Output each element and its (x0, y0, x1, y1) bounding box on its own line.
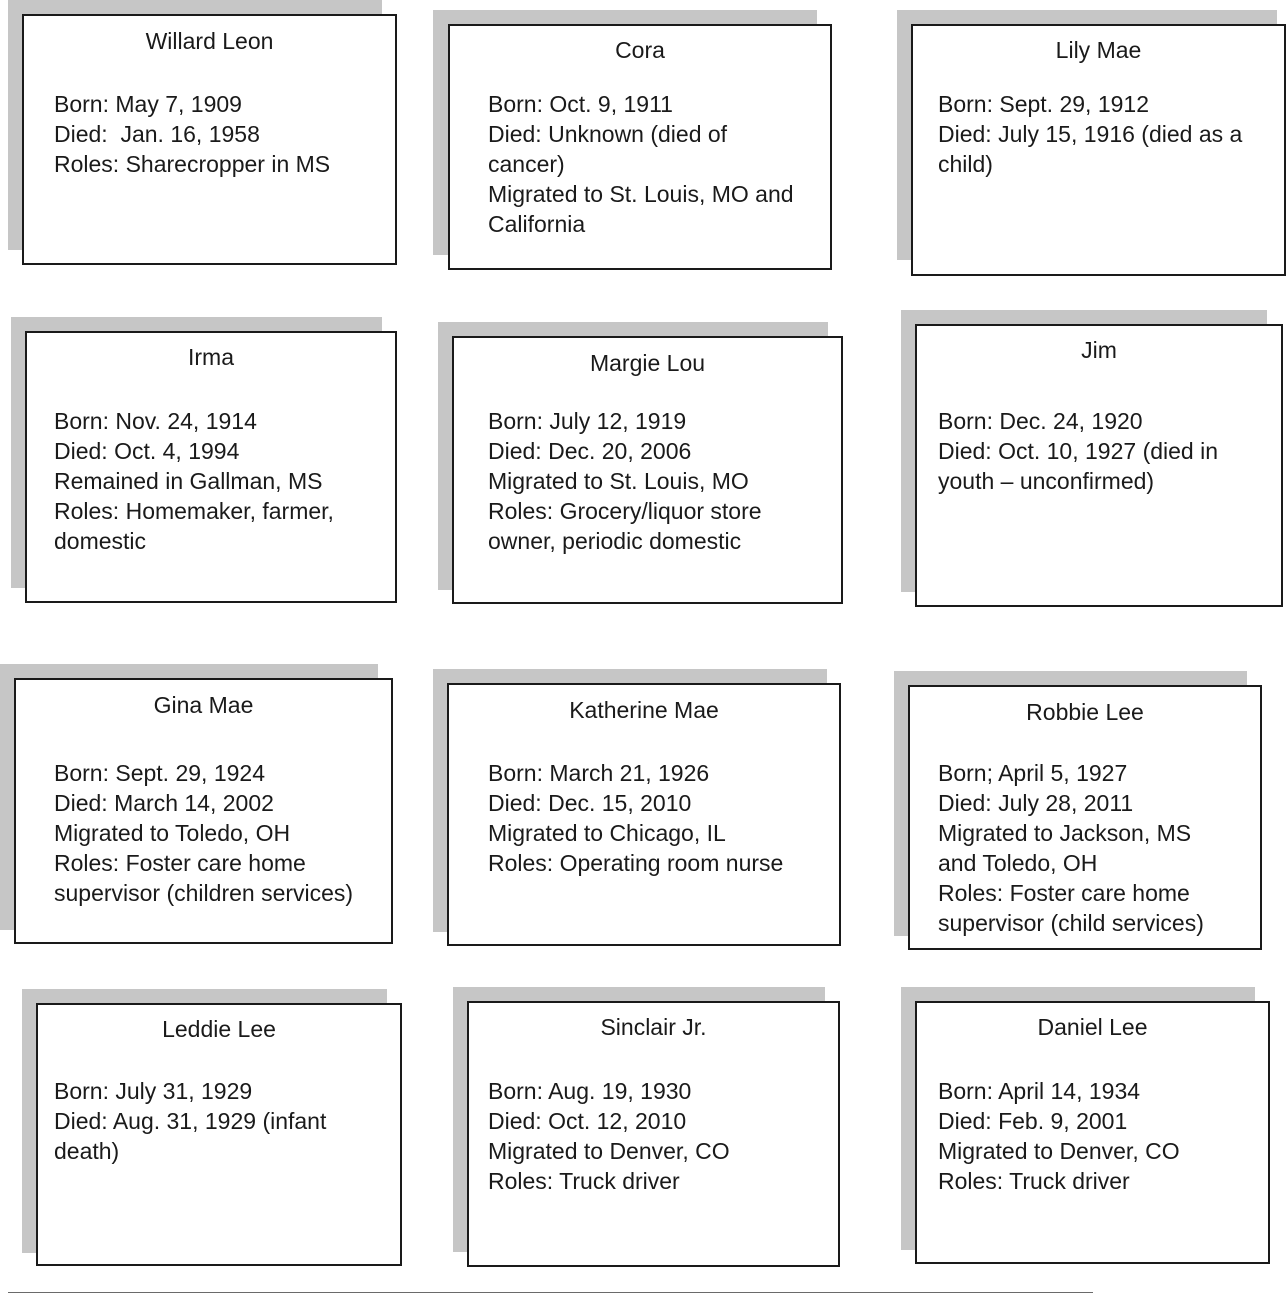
detail-line: Remained in Gallman, MS (54, 468, 323, 494)
detail-line: and Toledo, OH (938, 850, 1098, 876)
detail-line: Born: July 31, 1929 (54, 1078, 253, 1104)
detail-line: Born: Nov. 24, 1914 (54, 408, 257, 434)
detail-line: Died: Oct. 10, 1927 (died in (938, 438, 1218, 464)
detail-line: Born: March 21, 1926 (488, 760, 710, 786)
detail-line: Migrated to Toledo, OH (54, 820, 291, 846)
person-name: Jim (1081, 337, 1117, 363)
person-name: Willard Leon (145, 28, 274, 54)
detail-line: Died: Oct. 12, 2010 (488, 1108, 687, 1134)
detail-line: Roles: Foster care home (54, 850, 306, 876)
detail-line: Roles: Truck driver (938, 1168, 1130, 1194)
person-name: Margie Lou (589, 350, 706, 376)
person-details (488, 758, 783, 878)
detail-line: Died: July 15, 1916 (died as a (938, 121, 1243, 147)
detail-line: supervisor (child services) (938, 910, 1204, 936)
person-details (54, 758, 353, 908)
detail-line: Died: Dec. 20, 2006 (488, 438, 692, 464)
detail-line: Migrated to Jackson, MS (938, 820, 1192, 846)
person-name: Katherine Mae (569, 697, 719, 723)
detail-line: Died: July 28, 2011 (938, 790, 1134, 816)
detail-line: Died: Aug. 31, 1929 (infant (54, 1108, 327, 1134)
person-name: Lily Mae (1055, 37, 1142, 63)
detail-line: Died: Feb. 9, 2001 (938, 1108, 1128, 1134)
person-name: Irma (188, 344, 234, 370)
person-details (488, 89, 794, 239)
person-name: Daniel Lee (1037, 1014, 1148, 1040)
detail-line: Born: Sept. 29, 1924 (54, 760, 265, 786)
detail-line: Born: April 14, 1934 (938, 1078, 1141, 1104)
detail-line: supervisor (children services) (54, 880, 354, 906)
detail-line: California (488, 211, 586, 237)
person-details (54, 1076, 326, 1166)
detail-line: Migrated to Denver, CO (938, 1138, 1180, 1164)
person-details (938, 89, 1242, 179)
detail-line: Born: Sept. 29, 1912 (938, 91, 1149, 117)
detail-line: owner, periodic domestic (488, 528, 742, 554)
detail-line: Died: Oct. 4, 1994 (54, 438, 240, 464)
detail-line: Roles: Operating room nurse (488, 850, 784, 876)
detail-line: Died: Jan. 16, 1958 (54, 121, 260, 147)
detail-line: Born; April 5, 1927 (938, 760, 1128, 786)
detail-line: Roles: Homemaker, farmer, (54, 498, 334, 524)
detail-line: Roles: Sharecropper in MS (54, 151, 331, 177)
detail-line: death) (54, 1138, 120, 1164)
detail-line: cancer) (488, 151, 565, 177)
detail-line: child) (938, 151, 993, 177)
detail-line: Migrated to Denver, CO (488, 1138, 730, 1164)
detail-line: Born: July 12, 1919 (488, 408, 687, 434)
person-name: Cora (615, 37, 665, 63)
detail-line: Migrated to St. Louis, MO (488, 468, 749, 494)
detail-line: Born: May 7, 1909 (54, 91, 242, 117)
footer-rule (8, 1292, 1093, 1293)
person-details (938, 758, 1204, 938)
person-name: Robbie Lee (1026, 699, 1144, 725)
person-details (54, 89, 330, 179)
detail-line: Died: Unknown (died of (488, 121, 728, 147)
detail-line: Migrated to St. Louis, MO and (488, 181, 794, 207)
detail-line: Born: Dec. 24, 1920 (938, 408, 1143, 434)
person-details (488, 406, 762, 556)
detail-line: Born: Aug. 19, 1930 (488, 1078, 692, 1104)
detail-line: Roles: Truck driver (488, 1168, 680, 1194)
person-name: Gina Mae (153, 692, 254, 718)
person-name: Leddie Lee (162, 1016, 276, 1042)
detail-line: Migrated to Chicago, IL (488, 820, 726, 846)
person-details (488, 1076, 730, 1196)
detail-line: Roles: Grocery/liquor store (488, 498, 762, 524)
detail-line: Born: Oct. 9, 1911 (488, 91, 673, 117)
person-details (938, 406, 1218, 496)
detail-line: Died: March 14, 2002 (54, 790, 274, 816)
detail-line: Died: Dec. 15, 2010 (488, 790, 692, 816)
person-name: Sinclair Jr. (600, 1014, 707, 1040)
detail-line: domestic (54, 528, 147, 554)
person-details (54, 406, 334, 556)
detail-line: youth – unconfirmed) (938, 468, 1155, 494)
person-details (938, 1076, 1180, 1196)
detail-line: Roles: Foster care home (938, 880, 1190, 906)
